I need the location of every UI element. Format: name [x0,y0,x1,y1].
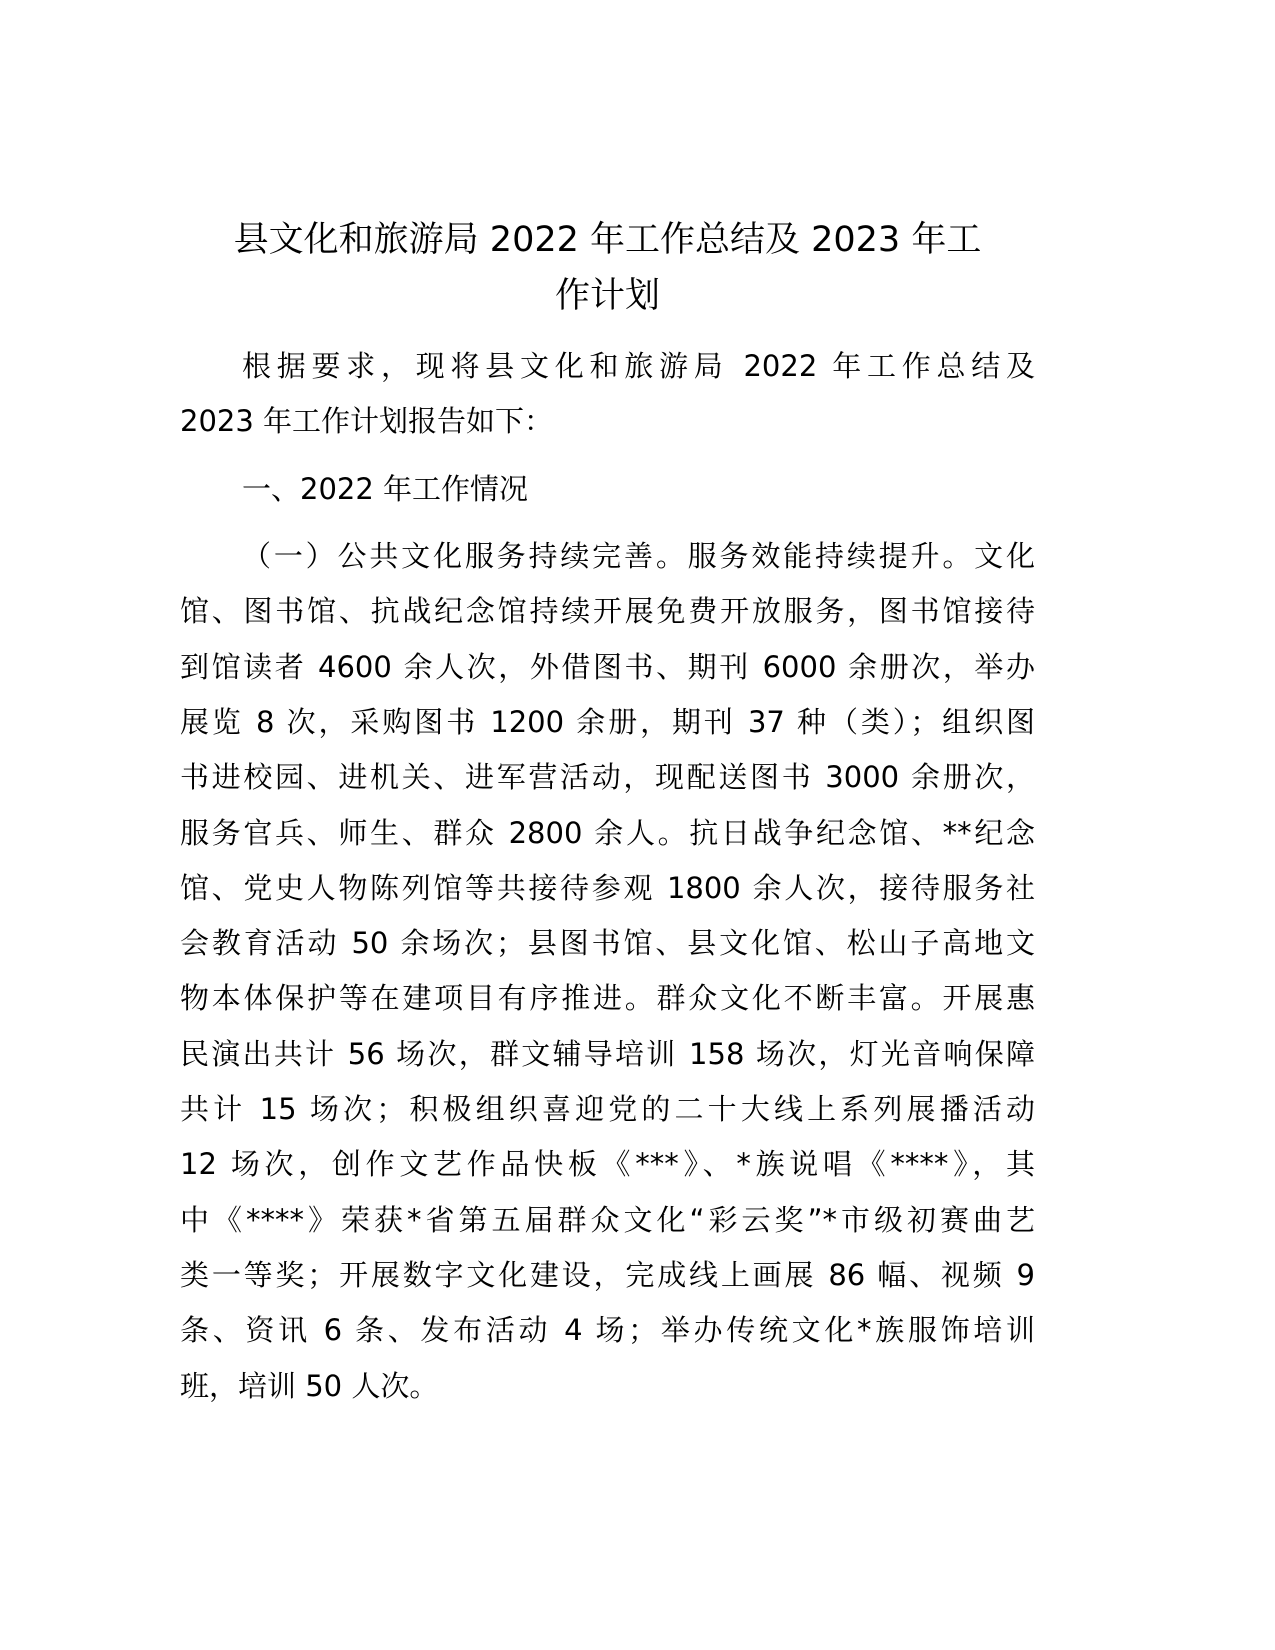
document-title-line-2: 作计划 [554,276,660,316]
document-title-line-1: 县文化和旅游局 2022 年工作总结及 2023 年工 [233,220,982,260]
intro-line-1: 根据要求，现将县文化和旅游局 2022 年工作总结及 [242,349,1035,383]
body-line: 中《****》荣获*省第五届群众文化“彩云奖”*市级初赛曲艺 [180,1202,1035,1237]
body-line: 展览 8 次，采购图书 1200 余册，期刊 37 种（类）；组织图 [180,704,1035,739]
body-line: 班，培训 50 人次。 [180,1368,439,1403]
body-line: 条、资讯 6 条、发布活动 4 场；举办传统文化*族服饰培训 [180,1313,1035,1348]
body-line: 服务官兵、师生、群众 2800 余人。抗日战争纪念馆、**纪念 [180,815,1035,850]
section-heading: 一、2022 年工作情况 [242,472,529,506]
body-line: 书进校园、进机关、进军营活动，现配送图书 3000 余册次， [180,760,1035,795]
body-line: 共计 15 场次；积极组织喜迎党的二十大线上系列展播活动 [180,1092,1035,1126]
body-line: 到馆读者 4600 余人次，外借图书、期刊 6000 余册次，举办 [180,649,1035,684]
intro-line-2: 2023 年工作计划报告如下： [180,404,554,438]
body-line: 馆、图书馆、抗战纪念馆持续开展免费开放服务，图书馆接待 [180,594,1035,629]
body-line: （一）公共文化服务持续完善。服务效能持续提升。文化 [242,539,1035,573]
body-line: 物本体保护等在建项目有序推进。群众文化不断丰富。开展惠 [180,981,1035,1016]
body-line: 类一等奖；开展数字文化建设，完成线上画展 86 幅、视频 9 [180,1257,1035,1292]
body-line: 馆、党史人物陈列馆等共接待参观 1800 余人次，接待服务社 [180,870,1035,905]
body-line: 会教育活动 50 余场次；县图书馆、县文化馆、松山子高地文 [180,926,1035,961]
body-line: 民演出共计 56 场次，群文辅导培训 158 场次，灯光音响保障 [180,1036,1035,1071]
body-line: 12 场次，创作文艺作品快板《***》、*族说唱《****》，其 [180,1147,1035,1182]
